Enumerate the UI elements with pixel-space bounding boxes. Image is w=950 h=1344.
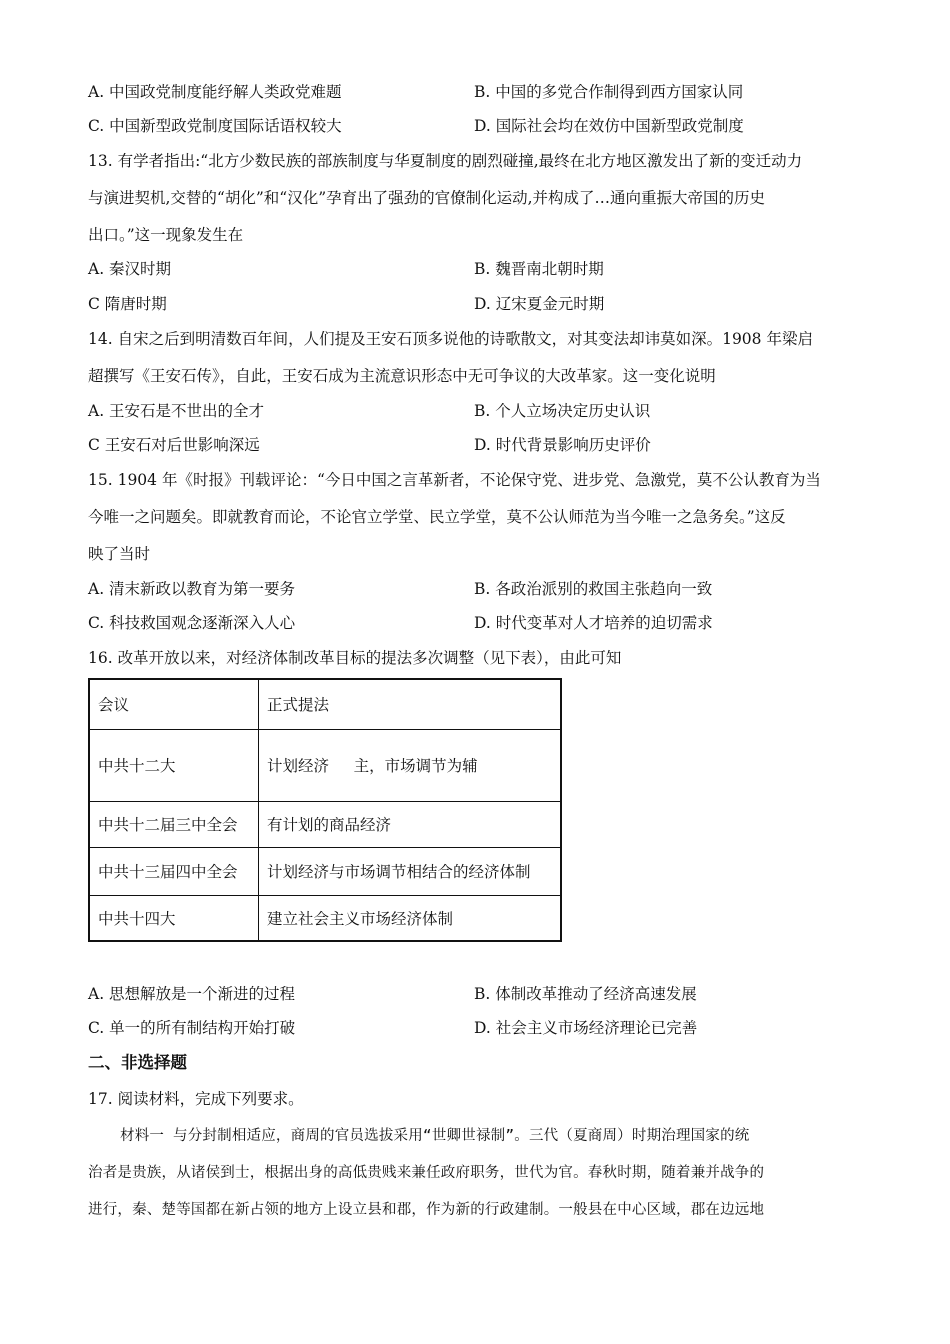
q12-option-b[interactable]: B. 中国的多党合作制得到西方国家认同 <box>474 83 744 101</box>
table-cell-formulation: 计划经济 主，市场调节为辅 <box>259 729 562 801</box>
q14-option-d[interactable]: D. 时代背景影响历史评价 <box>474 436 651 454</box>
table-header-row <box>89 679 561 729</box>
q13-option-d[interactable]: D. 辽宋夏金元时期 <box>474 295 605 313</box>
q15-stem-line1: 15. 1904 年《时报》刊载评论：“今日中国之言革新者，不论保守党、进步党、急激党，莫不公认教育为当 <box>88 471 821 489</box>
q16-stem: 16. 改革开放以来，对经济体制改革目标的提法多次调整（见下表），由此可知 <box>88 649 622 667</box>
q14-stem-line2: 超撰写《王安石传》，自此，王安石成为主流意识形态中无可争议的大改革家。这一变化说明 <box>88 367 716 385</box>
q12-option-d[interactable]: D. 国际社会均在效仿中国新型政党制度 <box>474 117 744 135</box>
table-row <box>89 729 561 801</box>
table-cell-formulation: 建立社会主义市场经济体制 <box>259 895 562 941</box>
q16-option-b[interactable]: B. 体制改革推动了经济高速发展 <box>474 985 697 1003</box>
table-header-cell: 正式提法 <box>259 679 562 729</box>
table-cell-meeting: 中共十二大 <box>89 729 259 801</box>
q15-stem-line3: 映了当时 <box>88 545 151 563</box>
q14-stem-line1: 14. 自宋之后到明清数百年间，人们提及王安石顶多说他的诗歌散文，对其变法却讳莫如深。1908 年梁启 <box>88 330 813 348</box>
q16-option-a[interactable]: A. 思想解放是一个渐进的过程 <box>88 985 296 1003</box>
q15-option-d[interactable]: D. 时代变革对人才培养的迫切需求 <box>474 614 713 632</box>
table-row <box>89 895 561 941</box>
table-cell-formulation: 计划经济与市场调节相结合的经济体制 <box>259 847 562 895</box>
q17-stem: 17. 阅读材料，完成下列要求。 <box>88 1090 304 1108</box>
q13-option-c[interactable]: C 隋唐时期 <box>88 295 167 313</box>
q12-option-c[interactable]: C. 中国新型政党制度国际话语权较大 <box>88 117 342 135</box>
q15-option-a[interactable]: A. 清末新政以教育为第一要务 <box>88 580 296 598</box>
section-heading: 二、非选择题 <box>88 1053 187 1072</box>
table-header-cell: 会议 <box>89 679 259 729</box>
q12-option-a[interactable]: A. 中国政党制度能纾解人类政党难题 <box>88 83 342 101</box>
q17-material-line2: 治者是贵族，从诸侯到士，根据出身的高低贵贱来兼任政府职务，世代为官。春秋时期，随着兼并战争的 <box>88 1165 765 1181</box>
q15-option-b[interactable]: B. 各政治派别的救国主张趋向一致 <box>474 580 713 598</box>
q14-option-b[interactable]: B. 个人立场决定历史认识 <box>474 402 651 420</box>
table-cell-meeting: 中共十三届四中全会 <box>89 847 259 895</box>
q17-material-line3: 进行，秦、楚等国都在新占领的地方上设立县和郡，作为新的行政建制。一般县在中心区域，郡在边远地 <box>88 1202 765 1218</box>
q14-option-c[interactable]: C 王安石对后世影响深远 <box>88 436 260 454</box>
q13-stem-line1: 13. 有学者指出:“北方少数民族的部族制度与华夏制度的剧烈碰撞,最终在北方地区激发出了新的变迁动力 <box>88 152 803 170</box>
q13-stem-line2: 与演进契机,交替的“胡化”和“汉化”孕育出了强劲的官僚制化运动,并构成了…通向重振大帝国的历史 <box>88 189 766 207</box>
table-cell-meeting: 中共十四大 <box>89 895 259 941</box>
q17-material-line1: 材料一 与分封制相适应，商周的官员选拔采用“世卿世禄制”。三代（夏商周）时期治理国家的统 <box>120 1128 750 1144</box>
q13-stem-line3: 出口。”这一现象发生在 <box>88 226 244 244</box>
q15-stem-line2: 今唯一之问题矣。即就教育而论，不论官立学堂、民立学堂，莫不公认师范为当今唯一之急务矣。”这反 <box>88 508 786 526</box>
q16-option-c[interactable]: C. 单一的所有制结构开始打破 <box>88 1019 296 1037</box>
table-row <box>89 847 561 895</box>
q15-option-c[interactable]: C. 科技救国观念逐渐深入人心 <box>88 614 296 632</box>
table-cell-formulation: 有计划的商品经济 <box>259 801 562 847</box>
table-row <box>89 801 561 847</box>
q16-option-d[interactable]: D. 社会主义市场经济理论已完善 <box>474 1019 698 1037</box>
table-cell-meeting: 中共十二届三中全会 <box>89 801 259 847</box>
reform-table <box>88 678 562 942</box>
q13-option-b[interactable]: B. 魏晋南北朝时期 <box>474 260 604 278</box>
q13-option-a[interactable]: A. 秦汉时期 <box>88 260 172 278</box>
q14-option-a[interactable]: A. 王安石是不世出的全才 <box>88 402 265 420</box>
